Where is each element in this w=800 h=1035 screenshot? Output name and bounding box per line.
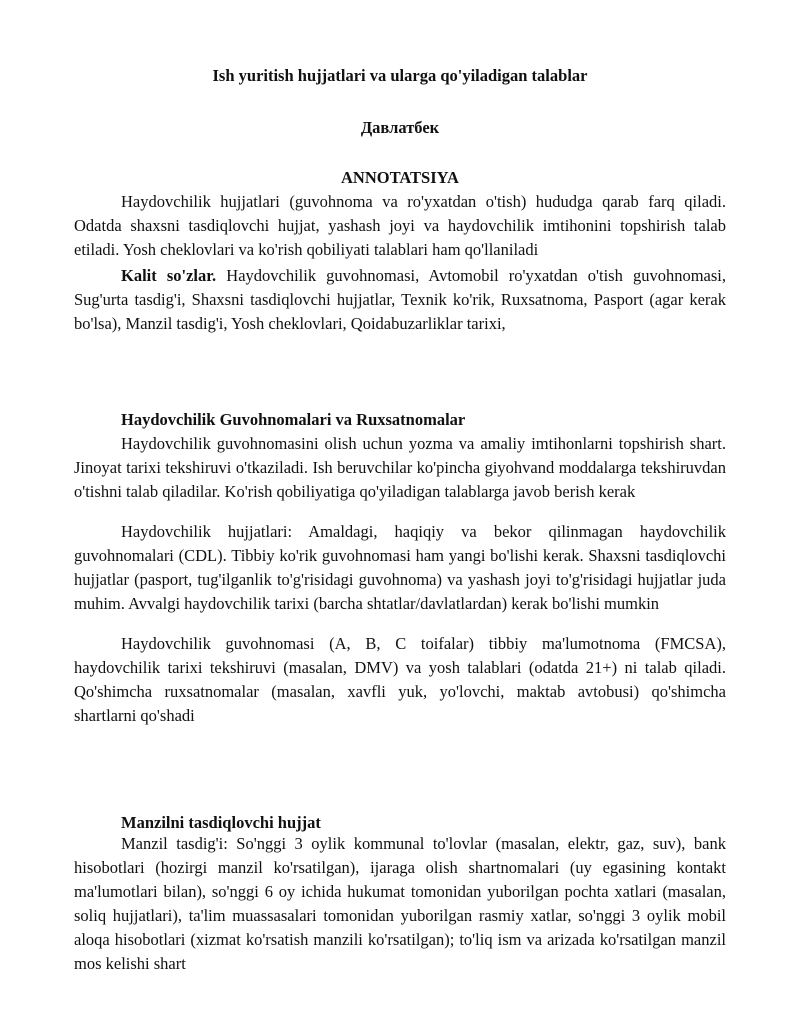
document-title: Ish yuritish hujjatlari va ularga qo'yiladigan talablar xyxy=(212,66,588,85)
section1-paragraph-3: Haydovchilik guvohnomasi (A, B, C toifalar) tibbiy ma'lumotnoma (FMCSA), haydovchilik tarixi tekshiruvi (masalan, DMV) va yosh talablari (odatda 21+) ni talab qiladi. Qo'shimcha ruxsatnomalar (masalan, xavfli yuk, yo'lovchi, maktab avtobusi) qo'shimcha shartlarni qo'shadi xyxy=(74,634,726,725)
section1-paragraph-2: Haydovchilik hujjatlari: Amaldagi, haqiqiy va bekor qilinmagan haydovchilik guvohnomalari (CDL). Tibbiy ko'rik guvohnomasi ham yangi bo'lishi kerak. Shaxsni tasdiqlovchi hujjatlar (pasport, tug'ilganlik to'g'risidagi guvohnoma) va yashash joyi to'g'risidagi hujjatlar juda muhim. Avvalgi haydovchilik tarixi (barcha shtatlar/davlatlardan) kerak bo'lishi mumkin xyxy=(74,522,726,613)
keywords-text: Haydovchilik guvohnomasi, Avtomobil ro'yxatdan o'tish guvohnomasi, Sug'urta tasdig'i, Shaxsni tasdiqlovchi hujjatlar, Texnik ko'rik, Ruxsatnoma, Pasport (agar kerak bo'lsa), Manzil tasdig'i, Yosh cheklovlari, Qoidabuzarliklar tarixi, xyxy=(74,266,726,333)
section1-heading: Haydovchilik Guvohnomalari va Ruxsatnomalar xyxy=(121,410,466,429)
annotation-paragraph: Haydovchilik hujjatlari (guvohnoma va ro'yxatdan o'tish) hududga qarab farq qiladi. Odatda shaxsni tasdiqlovchi hujjat, yashash joyi va haydovchilik imtihonini topshirish talab etiladi. Yosh cheklovlari va ko'rish qobiliyati talablari ham qo'llaniladi xyxy=(74,192,726,259)
section2-heading: Manzilni tasdiqlovchi hujjat xyxy=(121,813,321,832)
section1-block xyxy=(74,432,726,728)
section2-block xyxy=(74,832,726,976)
author-name: Давлатбек xyxy=(360,118,440,137)
document-page xyxy=(74,0,726,1035)
annotation-block xyxy=(74,190,726,336)
keywords-label: Kalit so'zlar. xyxy=(121,266,217,285)
section2-paragraph-1: Manzil tasdig'i: So'nggi 3 oylik kommunal to'lovlar (masalan, elektr, gaz, suv), bank hisobotlari (hozirgi manzil ko'rsatilgan), ijaraga olish shartnomalari (uy egasining kontakt ma'lumotlari bilan), so'nggi 6 oy ichida hukumat tomonidan yuborilgan pochta xatlari (masalan, soliq hujjatlari), ta'lim muassasalari tomonidan yuborilgan rasmiy xatlar, so'nggi 3 oylik mobil aloqa hisobotlari (xizmat ko'rsatish manzili ko'rsatilgan); to'liq ism va arizada ko'rsatilgan manzil mos kelishi shart xyxy=(74,834,726,973)
section1-paragraph-1: Haydovchilik guvohnomasini olish uchun yozma va amaliy imtihonlarni topshirish shart. Jinoyat tarixi tekshiruvi o'tkaziladi. Ish beruvchilar ko'pincha giyohvand moddalarga tekshiruvdan o'tishni talab qiladilar. Ko'rish qobiliyatiga qo'yiladigan talablarga javob berish kerak xyxy=(74,434,726,501)
keywords-paragraph xyxy=(74,264,726,336)
annotation-heading: ANNOTATSIYA xyxy=(341,168,459,187)
